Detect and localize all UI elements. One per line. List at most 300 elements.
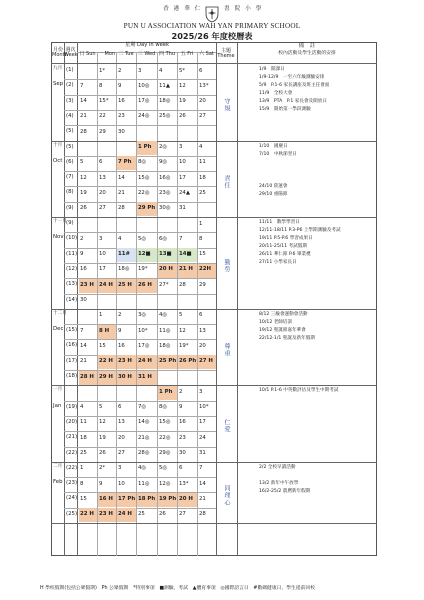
week-number: (17) [66,357,78,364]
day-cell: 13 [118,419,125,426]
day-cell: 15 [199,251,206,258]
day-cell: 1 [99,312,103,319]
school-name-en: PUN U ASSOCIATION WAH YAN PRIMARY SCHOOL [123,22,301,30]
day-cell: 18 [199,174,206,181]
header-events: 備 註 [298,43,316,49]
day-cell: 3 [118,465,122,472]
day-cell: 31 [179,205,186,212]
grid-vline [157,52,158,556]
grid-hline [64,324,216,325]
day-cell: 30 [118,128,125,135]
day-cell: 4 [159,67,163,74]
week-number: (21) [66,434,78,441]
day-cell: 20 [199,342,206,349]
event-note: 15/9 開始第一學段測驗 [259,107,311,112]
day-cell: 10* [138,327,148,334]
grid-hline [51,385,377,386]
day-cell: 24 H [99,281,113,288]
day-cell: 30 [179,450,186,456]
day-cell: 9 [118,327,122,334]
day-cell: 14 [80,98,87,105]
day-cell: 25 [199,189,206,196]
week-number: (19) [66,403,78,410]
grid-vline [197,52,198,556]
day-cell: 19* [179,342,189,349]
week-number: (23) [66,480,78,487]
event-note: 13/9 PTA P.1 家長會及開放日 [259,99,327,104]
day-cell: 3 [99,235,103,242]
day-cell: 27* [159,281,169,288]
event-note: 22/12-1/1 聖誕及新年假期 [259,335,315,341]
day-cell: 4 [118,235,122,242]
day-cell: 11◎ [138,480,150,487]
grid-hline [64,156,216,157]
day-cell: 2* [99,465,106,472]
event-note: 10/1 P.1-6 中英數評估及學生中期考試 [259,388,339,394]
month-theme: 責任 [223,174,230,189]
day-cell: 18◎ [159,98,171,105]
day-cell: 22 H [80,511,94,518]
grid-hline [64,171,216,172]
week-number: (2) [66,82,74,89]
day-cell: 12 [99,419,106,426]
day-cell: 12 [80,174,87,181]
grid-hline [64,95,216,96]
school-name-cn-right: 書 院 小 學 [224,6,263,12]
day-cell: 11◎ [159,327,171,334]
day-cell: 9◎ [159,159,168,166]
day-cell: 20 H [159,266,173,273]
day-cell: 24 H [138,358,152,365]
grid-vline [77,42,78,556]
day-cell: 23 [179,434,186,441]
event-note: 5/9 P.1-6 家長講座及班主任會面 [259,83,330,88]
day-cell: 1 Ph [138,144,152,150]
event-note: 12/11-18/11 P.3-P6 上學期測驗及考試 [259,228,341,233]
event-note: 16/2-25/2 農曆新年假期 [259,488,311,494]
day-cell: 30◎ [159,205,171,212]
day-cell: 1 [199,220,203,227]
day-cell: 2 [118,312,122,319]
day-cell: 4◎ [138,465,147,472]
day-cell: 17 [199,419,206,426]
grid-hline [64,125,216,126]
month-label: 二月 [53,463,63,469]
day-cell: 12 [179,327,186,334]
header-day-in-week: 星期 Day in week [125,42,169,48]
day-cell: 18 [80,434,87,441]
week-number: (20) [66,418,78,425]
day-cell: 8 H [99,327,110,334]
day-cell: 22 [99,113,106,120]
day-cell: 6 [118,404,122,411]
day-cell: 18◎ [118,266,130,273]
day-cell: 20 [99,189,106,196]
month-label-en: Feb [53,479,63,486]
day-cell: 10 [118,480,125,487]
day-cell: 23◎ [159,189,171,196]
event-note: 8/12 三級會運動會活動 [259,311,308,317]
day-cell: 24▲ [179,189,191,196]
day-cell: 6 [99,159,103,166]
week-number: (9) [66,204,74,211]
header-day-sat: 六 Sat [199,51,214,57]
week-number: (9) [66,220,74,226]
header-day-thu: 四 Thu [159,51,175,57]
month-label: 十二月 [53,310,67,316]
day-cell: 21 [80,358,87,365]
day-cell: 2 [80,235,84,242]
day-cell: 13 [99,174,106,181]
event-note: 19/11 P.5-P.6 學習成果日 [259,236,313,241]
header-day-tue: 二 Tue [118,51,134,57]
week-number: (7) [66,174,74,181]
day-cell: 1 [80,465,84,472]
day-cell: 8 [99,82,103,89]
day-cell: 10 [179,159,186,166]
day-cell: 29 Ph [138,205,156,212]
day-cell: 19 [179,98,186,105]
day-cell: 22H [199,266,212,273]
grid-hline [64,447,216,448]
week-number: (22) [66,449,78,456]
day-cell: 25 Ph [159,358,177,365]
day-cell: 6 [199,67,203,74]
week-number: (8) [66,189,74,196]
day-cell: 14 [118,174,125,181]
day-cell: 13■ [159,251,172,258]
day-cell: 28 [179,281,186,288]
event-note: 1/9 開課日 [259,67,285,72]
day-cell: 16 [118,342,125,349]
grid-hline [51,217,377,218]
day-cell: 22 H [99,358,113,365]
grid-hline [64,401,216,402]
day-cell: 4◎ [159,312,168,319]
week-number: (5) [66,143,74,150]
day-cell: 27 [199,113,206,120]
day-cell: 26 Ph [179,358,197,365]
day-cell: 10◎ [138,82,150,89]
day-cell: 27 [179,511,186,518]
grid-hline [64,416,216,417]
week-number: (16) [66,342,78,349]
day-cell: 28 [199,511,206,518]
week-number: (4) [66,112,74,119]
event-note: 11/11 數學學習日 [259,220,300,225]
day-cell: 30 [80,297,87,303]
day-cell: 27 H [199,358,213,365]
day-cell: 23 H [118,358,132,365]
day-cell: 26 [80,205,87,212]
day-cell: 9 [99,480,103,487]
day-cell: 6 [179,465,183,472]
day-cell: 17◎ [138,98,150,105]
grid-hline [64,232,216,233]
day-cell: 7 [179,235,183,242]
day-cell: 4 [80,404,84,411]
month-label-en: Nov [53,234,64,241]
week-number: (13) [66,281,78,288]
day-cell: 11▲ [159,82,171,89]
event-note: 26/11 華仁節 P.6 畢業禮 [259,252,311,257]
day-cell: 8◎ [159,404,168,411]
day-cell: 8 [199,235,203,242]
day-cell: 26 [99,450,106,456]
day-cell: 4 [199,144,203,150]
day-cell: 17 [99,266,106,273]
event-note: 13/2 新年中午放學 [259,480,299,486]
week-number: (15) [66,327,78,334]
day-cell: 15 [99,342,106,349]
week-number: (11) [66,250,78,257]
day-cell: 6◎ [159,235,168,242]
school-name-cn-left: 香 港 華 仁 [163,6,202,12]
day-cell: 17 [179,174,186,181]
day-cell: 23 H [80,281,94,288]
day-cell: 10* [199,404,209,411]
event-note: 20/11-25/11 考試假期 [259,244,307,249]
day-cell: 16 [80,266,87,273]
event-note: 1/10 國慶日 [259,143,288,149]
day-cell: 7 [80,82,84,89]
calendar-title: 2025/26 年度校曆表 [171,31,253,41]
day-cell: 14◎ [138,419,150,426]
day-cell: 3 [199,388,203,395]
day-cell: 20 H [179,495,193,502]
day-cell: 7 Ph [118,159,132,166]
day-cell: 9 [80,251,84,258]
header-day-mon: 一 Mon [97,51,116,57]
day-cell: 21 [199,495,206,502]
day-cell: 5◎ [159,465,168,472]
grid-hline [51,141,377,142]
day-cell: 27 [99,205,106,212]
day-cell: 14■ [179,251,192,258]
week-number: (25) [66,510,78,517]
day-cell: 19* [138,266,148,273]
grid-hline [64,477,216,478]
grid-hline [64,339,216,340]
day-cell: 25 [80,450,87,456]
week-number: (3) [66,97,74,104]
day-cell: 13* [199,82,209,89]
grid-hline [51,462,377,463]
day-cell: 18 Ph [138,495,156,502]
grid-hline [64,79,216,80]
day-cell: 5 [179,312,183,319]
grid-vline [136,52,137,556]
day-cell: 11 [199,159,206,166]
day-cell: 7 [80,327,84,334]
day-cell: 5◎ [138,235,147,242]
header-day-wed: 三 Wed [137,51,156,57]
header-day-fri: 五 Fri [180,51,194,57]
day-cell: 28◎ [138,450,150,456]
day-cell: 8◎ [138,159,147,166]
day-cell: 2 [118,67,122,74]
week-number: (5) [66,128,74,135]
day-cell: 24 [199,434,206,441]
day-cell: 28 [80,128,87,135]
legend-footer: H 學校假期(包括公眾假期) Ph 公眾假期 *特別事項 ■測驗、考試 ▲體育事項 ◎國際語言日 #數碼健康日，學生提前回校 [40,586,316,591]
day-cell: 24◎ [138,113,150,120]
month-label: 一月 [53,387,63,393]
day-cell: 12■ [138,251,151,258]
week-number: (24) [66,495,78,502]
month-label-en: Oct [53,157,63,164]
day-cell: 14 [80,342,87,349]
day-cell: 29◎ [159,450,171,456]
day-cell: 1* [99,67,106,74]
day-cell: 17 Ph [118,495,136,502]
day-cell: 18◎ [159,342,171,349]
day-cell: 15◎ [159,419,171,426]
event-note: 11/9 全校大會 [259,91,293,96]
day-cell: 21 H [179,266,193,273]
day-cell: 7◎ [138,404,147,411]
grid-hline [51,63,377,64]
day-cell: 21 [118,189,125,196]
day-cell: 17◎ [138,342,150,349]
week-number: (6) [66,158,74,165]
month-theme: 勤勞 [223,258,230,274]
week-number: (1) [66,67,74,73]
grid-hline [64,186,216,187]
day-cell: 22◎ [159,434,171,441]
event-note: 7/10 中秋節翌日 [259,151,297,157]
day-cell: 31 [199,450,206,456]
day-cell: 3 [179,144,183,150]
day-cell: 8 [80,480,84,487]
day-cell: 14 [199,480,206,487]
day-cell: 5 [99,404,103,411]
day-cell: 3 [138,67,142,74]
month-theme: 守規 [223,98,230,113]
week-number: (14) [66,296,78,303]
header-day-sun: 日 Sun [79,51,96,57]
day-cell: 1 Ph [159,388,173,395]
day-cell: 12 [179,82,186,89]
header-theme: 主題 Theme [217,48,235,60]
day-cell: 16 [118,98,125,105]
month-label-en: Sep [53,81,64,88]
day-cell: 2◎ [159,144,168,150]
day-cell: 16 [179,419,186,426]
day-cell: 23 H [99,511,113,518]
day-cell: 19 Ph [159,495,177,502]
day-cell: 28 H [80,373,94,380]
day-cell: 24 H [118,511,132,518]
day-cell: 9 [118,82,122,89]
grid-vline [177,52,178,556]
month-theme: 尊重 [223,342,230,358]
day-cell: 13* [179,480,189,487]
day-cell: 20 [118,434,125,441]
day-cell: 26 [179,113,186,120]
day-cell: 3◎ [138,312,147,319]
day-cell: 13 [199,327,206,334]
month-label-en: Dec [53,326,64,333]
event-note: 19/12 聖誕節嘉年華會 [259,327,306,333]
day-cell: 25 H [118,281,132,288]
day-cell: 11# [118,251,131,258]
day-cell: 10 [99,251,106,258]
grid-vline [97,52,98,556]
event-note: 10/12 老師培訓 [259,319,293,325]
grid-vline [237,42,238,556]
school-crest-icon [205,6,219,23]
day-cell: 29 [99,128,106,135]
week-number: (12) [66,265,78,272]
day-cell: 5* [179,67,186,74]
day-cell: 15* [99,98,109,105]
grid-hline [64,110,216,111]
day-cell: 29 [199,281,206,288]
day-cell: 29 H [99,373,113,380]
day-cell: 27 [118,450,125,456]
day-cell: 22◎ [138,189,150,196]
day-cell: 15◎ [138,174,150,181]
grid-hline [51,523,377,524]
day-cell: 23 [118,113,125,120]
grid-hline [51,309,377,310]
event-note: 2/2 全校早讀活動 [259,464,296,470]
day-cell: 28 [118,205,125,212]
day-cell: 15 [80,495,87,502]
day-cell: 25 [138,511,145,518]
week-number: (10) [66,235,78,242]
grid-hline [64,431,216,432]
grid-vline [64,42,65,556]
day-cell: 6 [199,312,203,319]
day-cell: 19 [99,434,106,441]
event-note: 1/9-12/9 一至六年級測驗安排 [259,75,325,80]
day-cell: 2 [179,388,183,395]
day-cell: 11 [80,419,87,426]
month-label: 十一月 [53,219,67,224]
day-cell: 30 H [118,373,132,380]
grid-vline [116,52,117,556]
day-cell: 19 [80,189,87,196]
week-number: (18) [66,373,78,379]
day-cell: 9 [179,404,183,411]
event-note: 24/10 陸運會 [259,183,288,189]
day-cell: 7 [199,465,203,472]
day-cell: 31 H [138,373,152,380]
day-cell: 16 H [99,495,113,502]
month-label: 十月 [53,142,63,148]
header-week: 週次 Week [64,47,78,59]
grid-vline [216,42,217,556]
day-cell: 5 [80,159,84,166]
grid-hline [64,294,216,295]
month-label-en: Jan [53,402,62,409]
day-cell: 21 [80,113,87,120]
day-cell: 20 [199,98,206,105]
day-cell: 12◎ [159,480,171,487]
day-cell: 16◎ [159,174,171,181]
day-cell: 26 [159,511,166,518]
week-number: (22) [66,464,78,471]
day-cell: 26 H [138,281,152,288]
month-label: 九月 [53,66,63,71]
month-theme: 仁愛 [223,419,230,434]
event-note: 29/10 重陽節 [259,191,288,197]
header-month: 月份 Month [52,47,68,59]
header-events-sub: 校內活動及學生活動的安排 [278,51,336,56]
day-cell: 21◎ [138,434,150,441]
